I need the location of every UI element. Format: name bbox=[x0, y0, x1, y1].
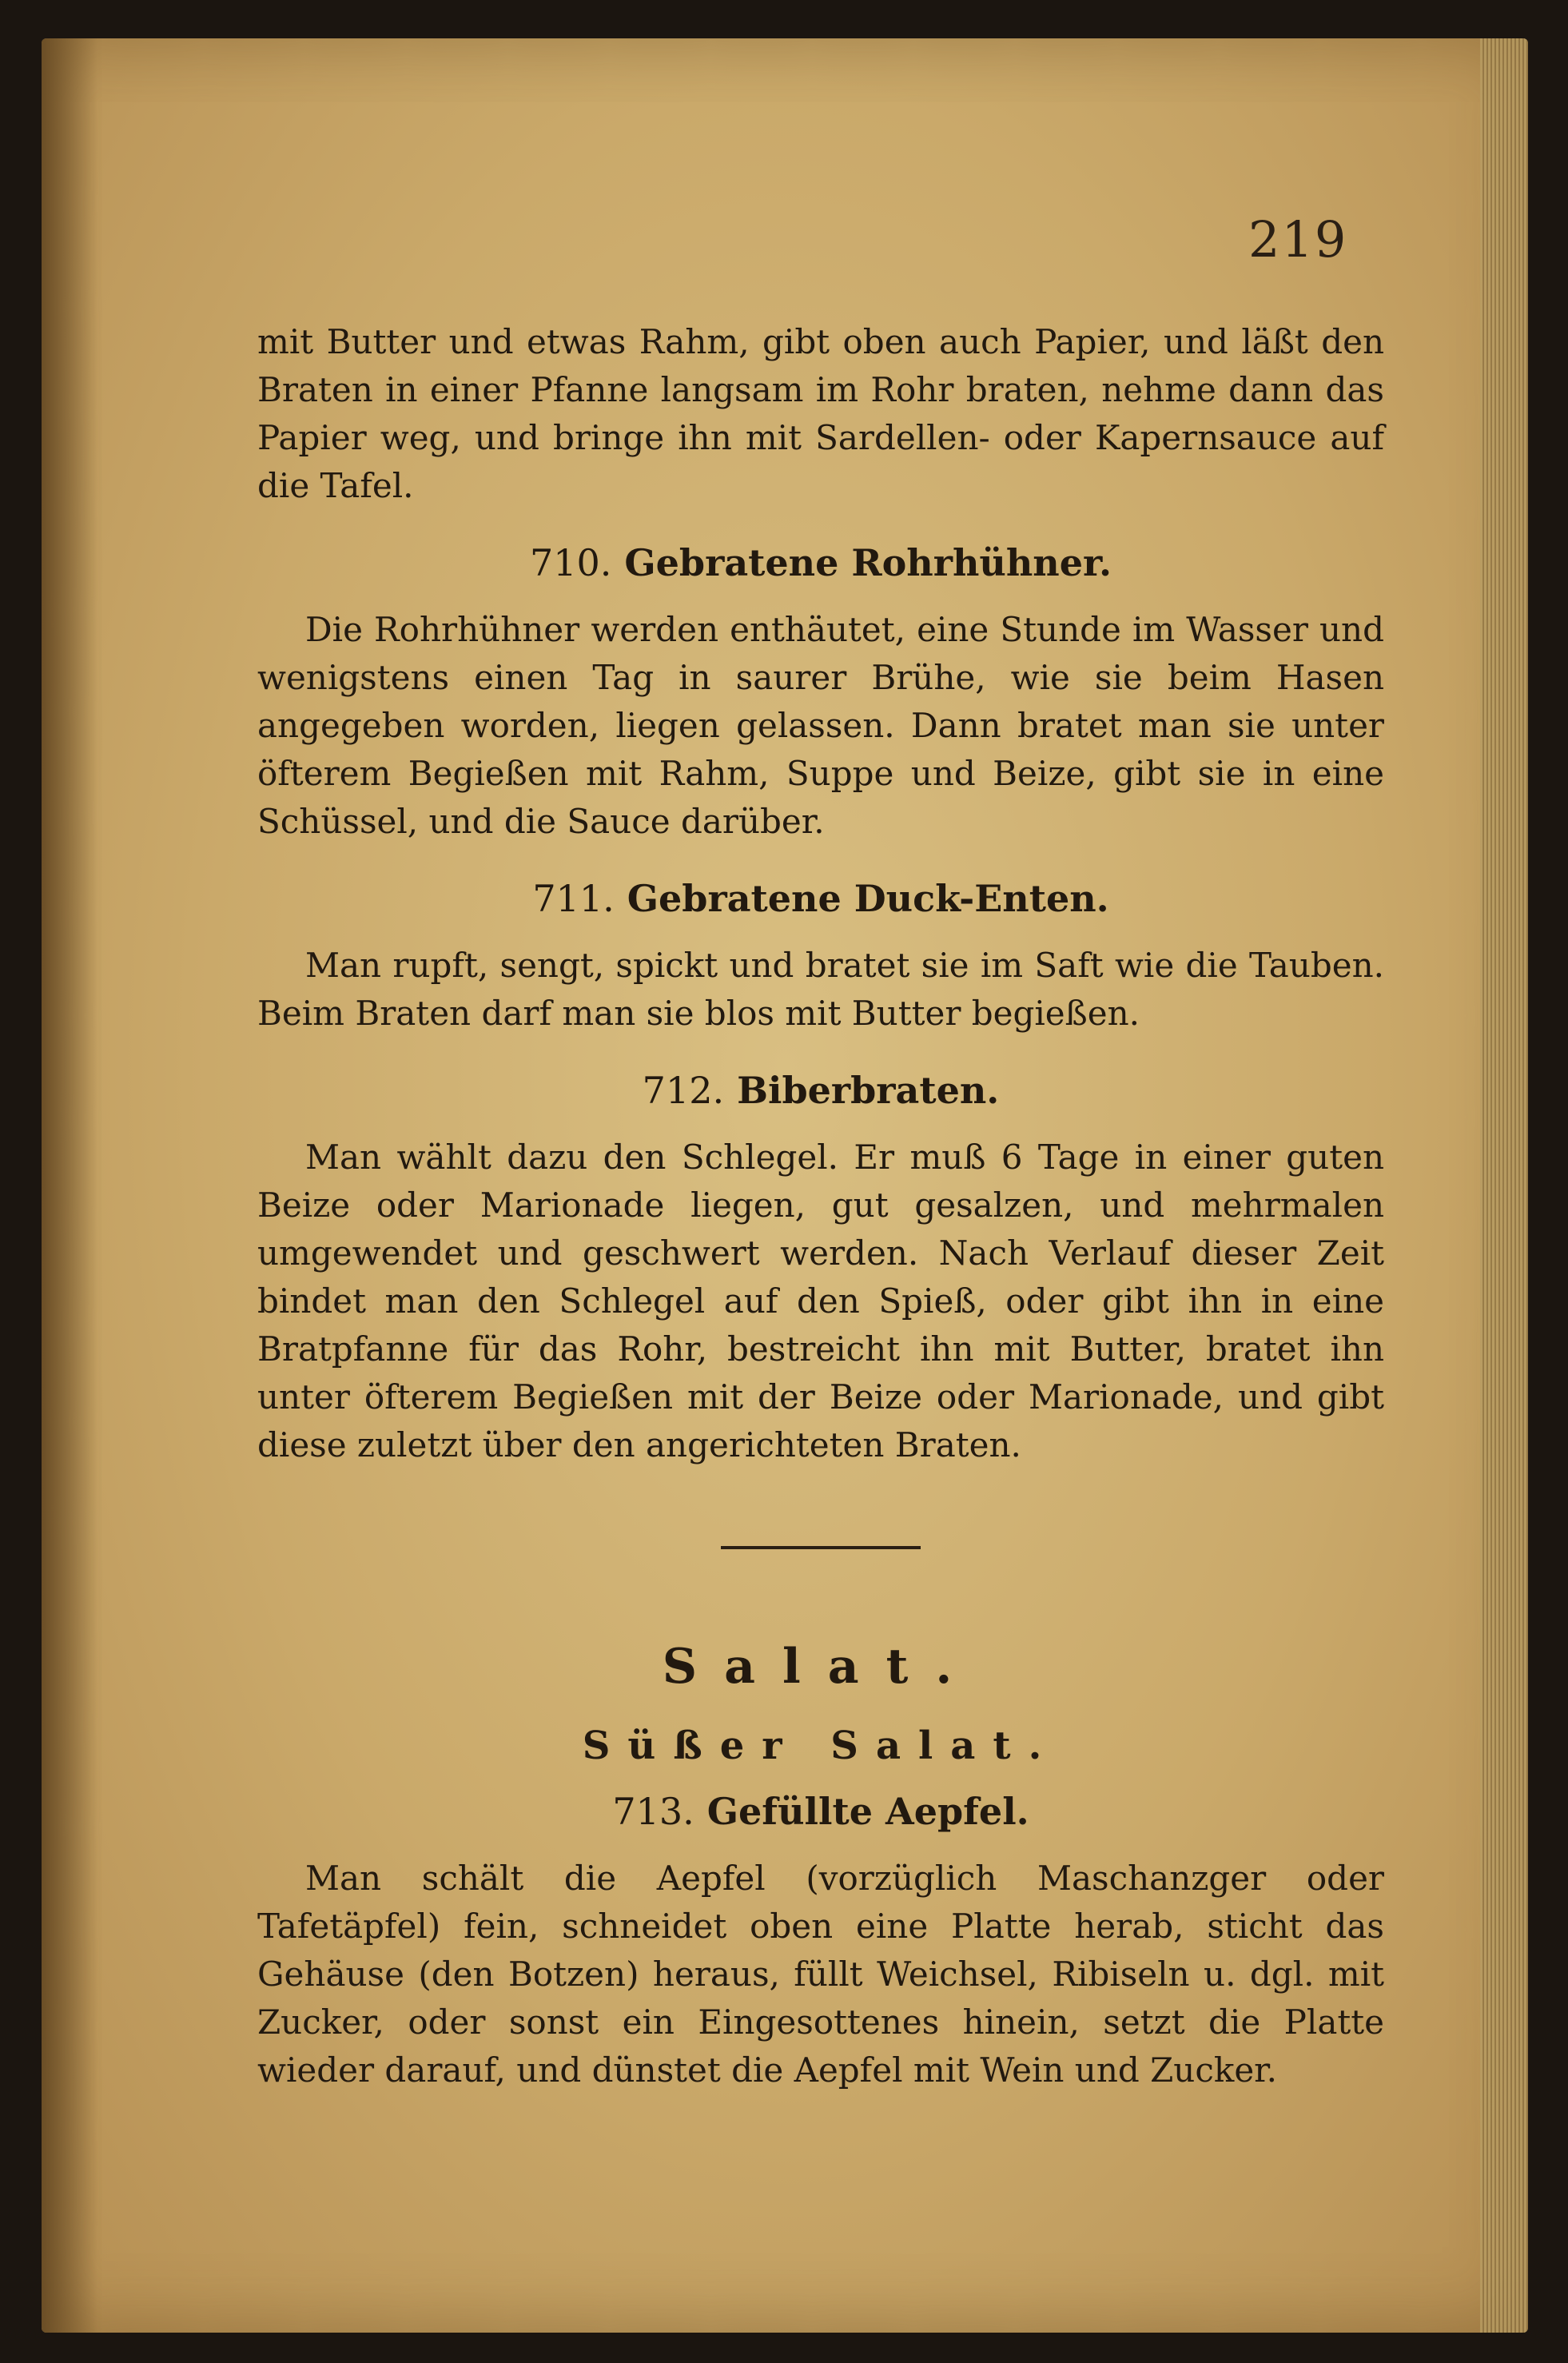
section-title: Salat. bbox=[662, 1639, 980, 1695]
page-text-block bbox=[257, 318, 1384, 2094]
recipe-number: 712. bbox=[642, 1069, 725, 1112]
intro-paragraph: mit Butter und etwas Rahm, gibt oben auch Papier, und läßt den Braten in einer Pfanne langsam im Rohr braten, nehme dann das Papier weg, und bringe ihn mit Sardellen- oder Kapernsauce auf die Tafel. bbox=[257, 322, 1384, 505]
section-divider bbox=[721, 1546, 921, 1549]
page-number: 219 bbox=[1248, 210, 1348, 269]
recipe-number: 710. bbox=[529, 541, 612, 584]
recipe-heading-713 bbox=[257, 1787, 1384, 1835]
recipe-number: 713. bbox=[612, 1790, 694, 1833]
recipe-heading-712 bbox=[257, 1066, 1384, 1114]
recipe-title: Gebratene Rohrhühner. bbox=[624, 541, 1112, 584]
recipe-heading-711 bbox=[257, 875, 1384, 922]
recipe-text-712: Man wählt dazu den Schlegel. Er muß 6 Tage in einer guten Beize oder Marionade liegen, gut gesalzen, und mehrmalen umgewendet und geschwert werden. Nach Verlauf dieser Zeit bindet man den Schlegel auf den Spieß, oder gibt ihn in eine Bratpfanne für das Rohr, bestreicht ihn mit Butter, bratet ihn unter öfterem Begießen mit der Beize oder Marionade, und gibt diese zuletzt über den angerichteten Braten. bbox=[257, 1138, 1384, 1464]
recipe-text-713: Man schält die Aepfel (vorzüglich Maschanzger oder Tafetäpfel) fein, schneidet oben eine Platte herab, sticht das Gehäuse (den Botzen) heraus, füllt Weichsel, Ribiseln u. dgl. mit Zucker, oder sonst ein Eingesottenes hinein, setzt die Platte wieder darauf, und dünstet die Aepfel mit Wein und Zucker. bbox=[257, 1859, 1384, 2090]
book-page bbox=[42, 38, 1528, 2333]
recipe-title: Biberbraten. bbox=[737, 1069, 1000, 1112]
recipe-number: 711. bbox=[532, 877, 615, 920]
recipe-text-711: Man rupft, sengt, spickt und bratet sie im Saft wie die Tauben. Beim Braten darf man sie blos mit Butter begießen. bbox=[257, 946, 1384, 1033]
recipe-text-710: Die Rohrhühner werden enthäutet, eine Stunde im Wasser und wenigstens einen Tag in saurer Brühe, wie sie beim Hasen angegeben worden, liegen gelassen. Dann bratet man sie unter öfterem Begießen mit Rahm, Suppe und Beize, gibt sie in eine Schüssel, und die Sauce darüber. bbox=[257, 610, 1384, 841]
recipe-heading-710 bbox=[257, 539, 1384, 587]
page-gutter-shadow bbox=[42, 38, 98, 2333]
recipe-title: Gefüllte Aepfel. bbox=[706, 1790, 1029, 1833]
section-subtitle: Süßer Salat. bbox=[582, 1723, 1060, 1768]
page-edges bbox=[1480, 38, 1528, 2333]
recipe-title: Gebratene Duck-Enten. bbox=[627, 877, 1109, 920]
